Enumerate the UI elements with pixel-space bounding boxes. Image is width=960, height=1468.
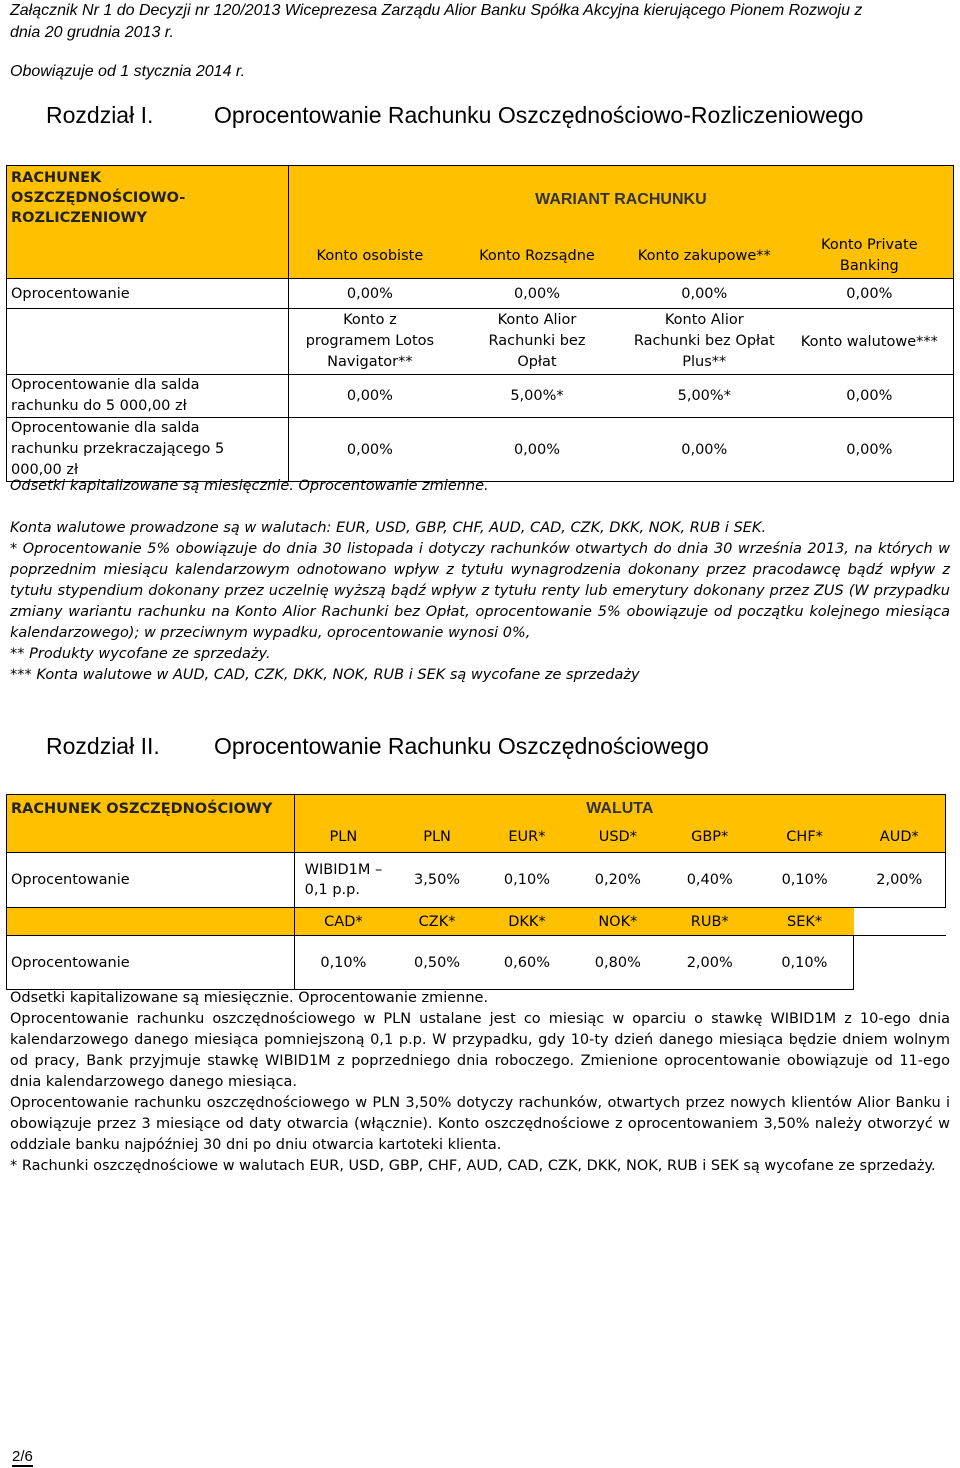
- savings-rate-label: Oprocentowanie: [7, 936, 295, 990]
- account-type-header: Konto zakupowe**: [623, 235, 786, 279]
- savings-rate: 3,50%: [392, 853, 482, 908]
- currency-label: GBP*: [664, 823, 756, 853]
- currency-label: PLN: [294, 823, 392, 853]
- currency-label: RUB*: [664, 908, 756, 936]
- currency-label: CAD*: [294, 908, 392, 936]
- balance-rate: 0,00%: [786, 418, 954, 482]
- currency-label: AUD*: [854, 823, 946, 853]
- balance-row-label: Oprocentowanie dla salda rachunku do 5 000,00 zł: [7, 375, 289, 418]
- note-capitalization: Odsetki kapitalizowane są miesięcznie. Oprocentowanie zmienne.: [10, 990, 489, 1006]
- chapter-1-notes: [10, 476, 950, 686]
- header-line-2: dnia 20 grudnia 2013 r.: [10, 24, 174, 41]
- empty-cell: [7, 309, 289, 375]
- balance-row-label: Oprocentowanie dla salda rachunku przekraczającego 5 000,00 zł: [7, 418, 289, 482]
- note-capitalization: Odsetki kapitalizowane są miesięcznie. Oprocentowanie zmienne.: [10, 478, 489, 494]
- page-number: 2/6: [12, 1448, 33, 1465]
- account-type-header: Konto Rozsądne: [451, 235, 623, 279]
- rate-value: 0,00%: [623, 279, 786, 309]
- savings-rate: 0,60%: [482, 936, 572, 990]
- rate-value: 0,00%: [451, 279, 623, 309]
- balance-rate: 0,00%: [288, 418, 451, 482]
- chapter-2-label: Rozdział II.: [46, 733, 160, 759]
- corner-header: RACHUNEK OSZCZĘDNOŚCIOWO- ROZLICZENIOWY: [7, 166, 289, 279]
- currency-label: PLN: [392, 823, 482, 853]
- currency-header: WALUTA: [294, 795, 945, 823]
- wibid-rate: WIBID1M – 0,1 p.p.: [294, 853, 392, 908]
- chapter-1-label: Rozdział I.: [46, 102, 154, 128]
- note-withdrawn-currencies: * Rachunki oszczędnościowe w walutach EUR, USD, GBP, CHF, AUD, CAD, CZK, DKK, NOK, RUB i SEK są wycofane ze sprzedaży.: [10, 1158, 936, 1174]
- currency-label: CHF*: [756, 823, 854, 853]
- currency-label: CZK*: [392, 908, 482, 936]
- savings-rate-label: Oprocentowanie: [7, 853, 295, 908]
- currency-label: EUR*: [482, 823, 572, 853]
- savings-rate: 2,00%: [854, 853, 946, 908]
- note-new-clients: Oprocentowanie rachunku oszczędnościowego w PLN 3,50% dotyczy rachunków, otwartych przez nowych klientów Alior Banku i obowiązuje przez 3 miesiące od daty otwarcia (włącznie). Konto oszczędnościowe z oprocentowaniem 3,50% należy otworzyć w oddziale banku najpóźniej 30 dni po dniu otwarcia kartoteki klienta.: [10, 1095, 950, 1153]
- savings-rate: 0,40%: [664, 853, 756, 908]
- rate-value: 0,00%: [786, 279, 954, 309]
- savings-rate: 2,00%: [664, 936, 756, 990]
- account-type-header: Konto Private Banking: [786, 235, 954, 279]
- balance-rate: 0,00%: [451, 418, 623, 482]
- note-wibid: Oprocentowanie rachunku oszczędnościowego w PLN ustalane jest co miesiąc w oparciu o stawkę WIBID1M z 10-ego dnia kalendarzowego danego miesiąca pomniejszoną 0,1 p.p. W przypadku, gdy 10-ty dzień danego miesiąca będzie dniem wolnym od pracy, Bank przyjmuje stawkę WIBID1M z poprzedniego dnia roboczego. Zmienione oprocentowanie obowiązuje od 11-ego dnia kalendarzowego danego miesiąca.: [10, 1011, 950, 1090]
- currency-label: USD*: [572, 823, 664, 853]
- empty-cell: [7, 908, 295, 936]
- rate-row-label: Oprocentowanie: [7, 279, 289, 309]
- sub-account-header: Konto Alior Rachunki bez Opłat: [488, 312, 586, 370]
- account-rates-table: [6, 165, 954, 482]
- balance-rate: 0,00%: [786, 375, 954, 418]
- empty-cell: [854, 908, 946, 936]
- savings-rate: 0,10%: [482, 853, 572, 908]
- sub-account-header: Konto walutowe***: [786, 309, 954, 375]
- note-withdrawn-currencies: *** Konta walutowe w AUD, CAD, CZK, DKK, NOK, RUB i SEK są wycofane ze sprzedaży: [10, 667, 640, 683]
- currency-label: SEK*: [756, 908, 854, 936]
- account-type-header: Konto osobiste: [288, 235, 451, 279]
- document-header: [10, 0, 950, 44]
- currency-label: DKK*: [482, 908, 572, 936]
- note-withdrawn-products: ** Produkty wycofane ze sprzedaży.: [10, 646, 271, 662]
- savings-rate: 0,10%: [294, 936, 392, 990]
- chapter-1-title: Oprocentowanie Rachunku Oszczędnościowo-Rozliczeniowego: [214, 102, 864, 128]
- balance-rate: 0,00%: [623, 418, 786, 482]
- variant-header: WARIANT RACHUNKU: [288, 166, 953, 235]
- rate-value: 0,00%: [288, 279, 451, 309]
- savings-rate: 0,10%: [756, 853, 854, 908]
- savings-rate: 0,80%: [572, 936, 664, 990]
- effective-date: Obowiązuje od 1 stycznia 2014 r.: [10, 63, 246, 80]
- chapter-2-notes: [10, 988, 950, 1177]
- sub-account-header: Konto z programem Lotos Navigator**: [288, 309, 451, 375]
- balance-rate: 5,00%*: [451, 375, 623, 418]
- savings-rate: 0,10%: [756, 936, 854, 990]
- note-currencies: Konta walutowe prowadzone są w walutach: EUR, USD, GBP, CHF, AUD, CAD, CZK, DKK, NOK, RUB i SEK.: [10, 520, 767, 536]
- currency-label: NOK*: [572, 908, 664, 936]
- empty-cell: [854, 936, 946, 990]
- savings-rates-table: [6, 794, 946, 990]
- sub-account-header: Konto Alior Rachunki bez Opłat Plus**: [633, 312, 775, 370]
- savings-rate: 0,20%: [572, 853, 664, 908]
- note-5-percent: * Oprocentowanie 5% obowiązuje do dnia 30 listopada i dotyczy rachunków otwartych do dnia 30 września 2013, na których w poprzednim miesiącu kalendarzowym odnotowano wpływ z tytułu wynagrodzenia dokonany przez pracodawcę bądź wpływ z tytułu stypendium dokonany przez uczelnię wyższą bądź wpływ z tytułu renty lub emerytury dokonany przez ZUS (W przypadku zmiany wariantu rachunku na Konto Alior Rachunki bez Opłat, oprocentowanie 5% obowiązuje od początku kolejnego miesiąca kalendarzowego); w przeciwnym wypadku, oprocentowanie wynosi 0%,: [10, 541, 950, 641]
- header-line-1: Załącznik Nr 1 do Decyzji nr 120/2013 Wiceprezesa Zarządu Alior Banku Spółka Akcyjna kierującego Pionem Rozwoju z: [10, 2, 863, 19]
- empty-cell: [7, 823, 295, 853]
- balance-rate: 5,00%*: [623, 375, 786, 418]
- savings-rate: 0,50%: [392, 936, 482, 990]
- chapter-2-title: Oprocentowanie Rachunku Oszczędnościowego: [214, 733, 709, 759]
- balance-rate: 0,00%: [288, 375, 451, 418]
- corner-header: RACHUNEK OSZCZĘDNOŚCIOWY: [7, 795, 295, 823]
